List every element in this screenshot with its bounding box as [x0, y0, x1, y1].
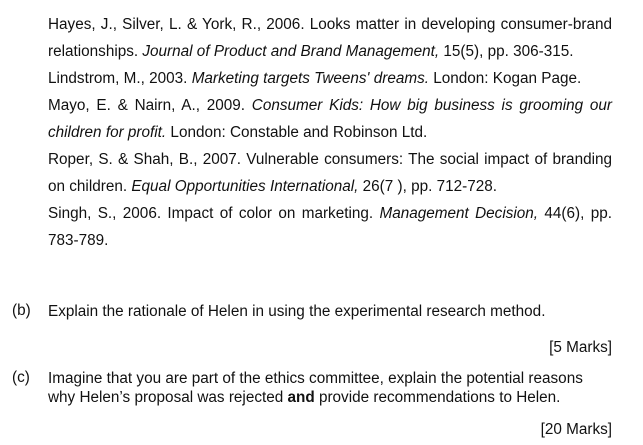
reference-authors: Mayo, E. & Nairn, A., 2009. — [48, 97, 252, 114]
reference-title: Consumer Kids: How big business is grooming our children for profit. — [48, 97, 612, 141]
reference-journal: Journal of Product and Brand Management, — [142, 43, 440, 60]
reference-details: 26(7 ), pp. 712-728. — [358, 178, 498, 195]
reference-details: London: Constable and Robinson Ltd. — [166, 124, 428, 141]
reference-details: London: Kogan Page. — [428, 70, 582, 87]
reference-details: 15(5), pp. 306-315. — [439, 43, 574, 60]
reference-journal: Management Decision, — [379, 205, 539, 222]
reference-journal: Equal Opportunities International, — [131, 178, 359, 195]
question-text-part: Imagine that you are part of the ethics committee, explain the potential reasons why Helen’s proposal was rejected — [48, 370, 583, 406]
reference-authors: Hayes, J., Silver, L. & York, R., 2006. Looks matter in developing consumer-brand relationships. — [48, 16, 612, 60]
reference-list — [48, 11, 612, 254]
reference-mayo-nairn — [48, 92, 612, 146]
reference-title: Marketing targets Tweens' dreams. — [191, 70, 429, 87]
reference-authors: Lindstrom, M., 2003. — [48, 70, 192, 87]
question-text: Explain the rationale of Helen in using the experimental research method. — [48, 303, 546, 320]
reference-roper-shah — [48, 146, 612, 200]
marks-b: [5 Marks] — [549, 339, 612, 356]
question-emphasis: and — [287, 389, 315, 406]
reference-hayes — [48, 11, 612, 65]
reference-authors: Singh, S., 2006. Impact of color on marketing. — [48, 205, 380, 222]
reference-details: 44(6), pp. 783-789. — [48, 205, 612, 249]
reference-authors: Roper, S. & Shah, B., 2007. Vulnerable consumers: The social impact of branding on children. — [48, 151, 612, 195]
question-text-part: provide recommendations to Helen. — [314, 389, 561, 406]
reference-singh — [48, 200, 612, 254]
reference-lindstrom — [48, 65, 612, 92]
question-text — [48, 369, 612, 407]
marks-c: [20 Marks] — [540, 421, 612, 438]
question-label: (c) — [12, 369, 30, 386]
question-label: (b) — [12, 302, 31, 319]
